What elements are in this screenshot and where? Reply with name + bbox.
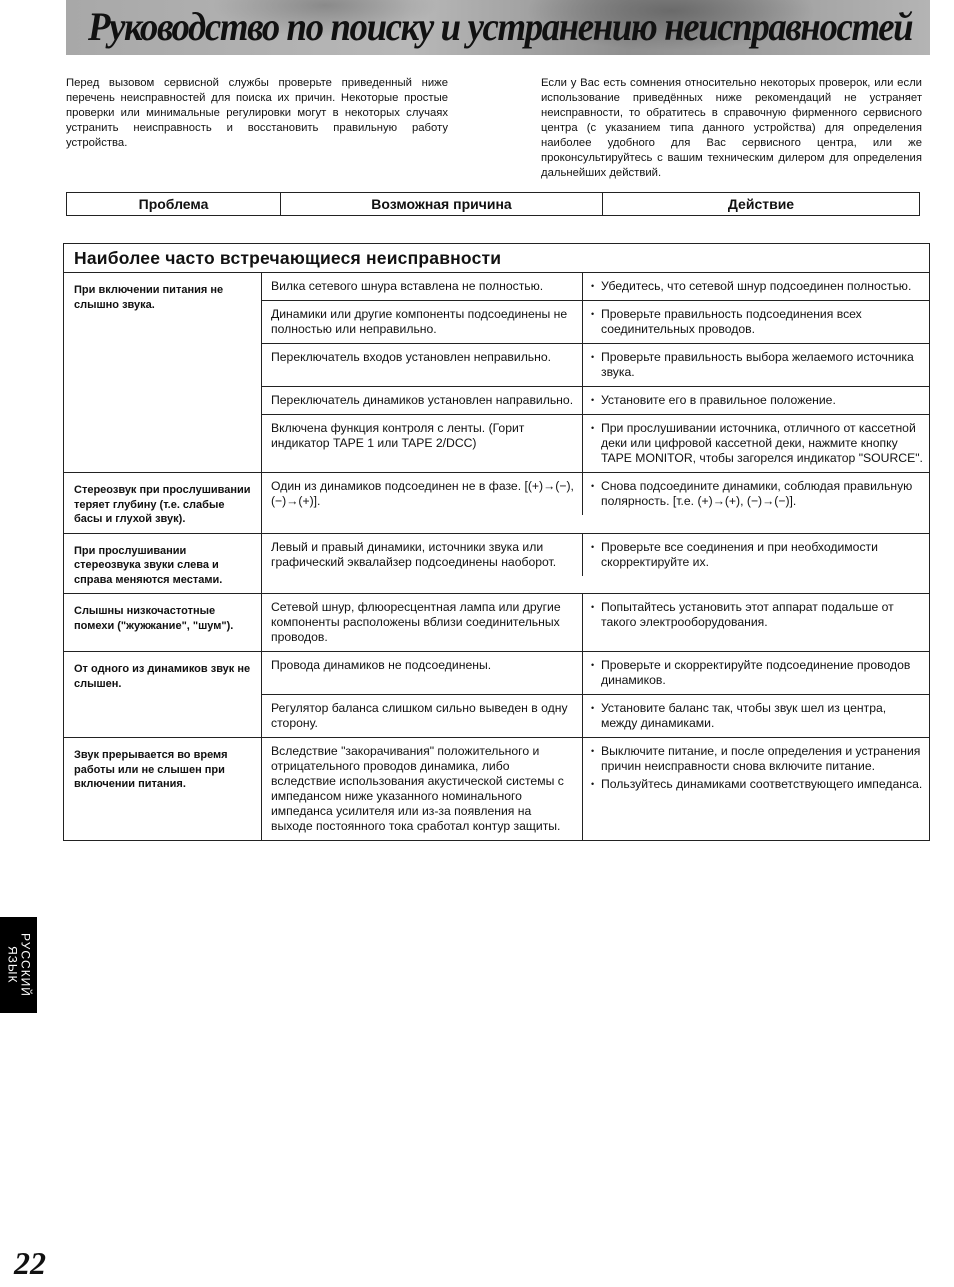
action-text: Установите его в правильное положение. bbox=[601, 393, 836, 407]
action-cell bbox=[583, 738, 929, 840]
table-row bbox=[262, 387, 929, 415]
table-row bbox=[262, 473, 929, 515]
intro-right-paragraph: Если у Вас есть сомнения относительно некоторых проверок, или если использование приведённых ниже рекомендаций не устраняет неисправности, то обратитесь в справочную фирменного сервисного центра (с указанием типа данного устройства) для определения наиболее удобного для Вас сервисного центра, или же проконсультируйтесь с вашим техническим дилером для определения дальнейших действий. bbox=[541, 77, 922, 179]
action-cell bbox=[583, 534, 929, 576]
action-item bbox=[591, 479, 923, 509]
action-cell bbox=[583, 415, 929, 472]
bullet-icon: • bbox=[591, 481, 595, 491]
cause-cell: Левый и правый динамики, источники звука или графический эквалайзер подсоединены наоборот. bbox=[262, 534, 583, 576]
action-text: Проверьте все соединения и при необходимости скорректируйте их. bbox=[601, 539, 878, 569]
cause-cell: Регулятор баланса слишком сильно выведен в одну сторону. bbox=[262, 695, 583, 737]
action-item bbox=[591, 701, 923, 731]
action-text: Снова подсоедините динамики, соблюдая правильную полярность. [т.е. (+)→(+), (−)→(−)]. bbox=[601, 479, 913, 508]
table-row bbox=[262, 344, 929, 387]
action-cell bbox=[583, 387, 929, 414]
bullet-icon: • bbox=[591, 660, 595, 670]
action-text: Пользуйтесь динамиками соответствующего импеданса. bbox=[601, 777, 923, 791]
cause-cell: Включена функция контроля с ленты. (Горит индикатор TAPE 1 или TAPE 2/DCC) bbox=[262, 415, 583, 472]
action-item bbox=[591, 777, 923, 792]
action-cell bbox=[583, 695, 929, 737]
bullet-icon: • bbox=[591, 352, 595, 362]
cause-action-rows bbox=[262, 738, 929, 840]
cause-cell: Один из динамиков подсоединен не в фазе. [(+)→(−), (−)→(+)]. bbox=[262, 473, 583, 515]
bullet-icon: • bbox=[591, 602, 595, 612]
bullet-icon: • bbox=[591, 746, 595, 756]
column-header-problem: Проблема bbox=[67, 193, 281, 215]
cause-action-rows bbox=[262, 534, 929, 594]
column-header-table bbox=[66, 192, 920, 216]
bullet-icon: • bbox=[591, 703, 595, 713]
page-title: Руководство по поиску и устранению неисправностей bbox=[88, 4, 913, 49]
cause-action-rows bbox=[262, 473, 929, 533]
problem-groups bbox=[64, 273, 929, 840]
problem-group bbox=[64, 534, 929, 595]
action-item bbox=[591, 307, 923, 337]
table-row bbox=[262, 738, 929, 840]
action-item bbox=[591, 744, 923, 774]
problem-group bbox=[64, 738, 929, 840]
action-item bbox=[591, 658, 923, 688]
problem-cell: Звук прерывается во время работы или не слышен при включении питания. bbox=[64, 738, 262, 840]
table-row bbox=[262, 695, 929, 737]
problem-group bbox=[64, 273, 929, 473]
action-item bbox=[591, 540, 923, 570]
problem-cell: От одного из динамиков звук не слышен. bbox=[64, 652, 262, 737]
table-row bbox=[262, 594, 929, 651]
action-text: При прослушивании источника, отличного от кассетной деки или цифровой кассетной деки, нажмите кнопку TAPE MONITOR, чтобы загорелся индикатор "SOURCE". bbox=[601, 421, 923, 465]
bullet-icon: • bbox=[591, 281, 595, 291]
table-row bbox=[262, 415, 929, 472]
action-text: Проверьте правильность подсоединения всех соединительных проводов. bbox=[601, 307, 862, 336]
action-item bbox=[591, 421, 923, 466]
action-item bbox=[591, 600, 923, 630]
page-number: 22 bbox=[14, 1245, 46, 1281]
problem-group bbox=[64, 652, 929, 738]
problem-cell: При прослушивании стереозвука звуки слева и справа меняются местами. bbox=[64, 534, 262, 594]
bullet-icon: • bbox=[591, 423, 595, 433]
action-text: Установите баланс так, чтобы звук шел из центра, между динамиками. bbox=[601, 701, 887, 730]
action-item bbox=[591, 393, 923, 408]
action-cell bbox=[583, 594, 929, 651]
bullet-icon: • bbox=[591, 779, 595, 789]
problem-group bbox=[64, 594, 929, 652]
problem-group bbox=[64, 473, 929, 534]
language-tab-label: РУССКИЙ ЯЗЫК bbox=[5, 933, 33, 997]
action-cell bbox=[583, 273, 929, 300]
bullet-icon: • bbox=[591, 541, 595, 552]
cause-cell: Вследствие "закорачивания" положительного и отрицательного проводов динамика, либо вследствие использования акустической системы с импедансом ниже указанного номинального импеданса усилителя или из-за появления на выходе постоянного тока сработал контур защиты. bbox=[262, 738, 583, 840]
bullet-icon: • bbox=[591, 309, 595, 319]
action-cell bbox=[583, 301, 929, 343]
cause-cell: Переключатель динамиков установлен направильно. bbox=[262, 387, 583, 414]
cause-action-rows bbox=[262, 652, 929, 737]
action-text: Проверьте и скорректируйте подсоединение проводов динамиков. bbox=[601, 658, 911, 687]
problem-cell: Стереозвук при прослушивании теряет глубину (т.е. слабые басы и глухой звук). bbox=[64, 473, 262, 533]
action-text: Проверьте правильность выбора желаемого источника звука. bbox=[601, 350, 914, 379]
action-text: Убедитесь, что сетевой шнур подсоединен полностью. bbox=[601, 279, 912, 293]
cause-cell: Провода динамиков не подсоединены. bbox=[262, 652, 583, 694]
bullet-icon: • bbox=[591, 395, 595, 405]
intro-left-paragraph: Перед вызовом сервисной службы проверьте приведенный ниже перечень неисправностей для поиска их причин. Некоторые простые проверки или минимальные регулировки могут в некоторых случаях устранить неисправность и восстановить правильную работу устройства. bbox=[66, 77, 448, 149]
language-tab bbox=[0, 917, 37, 1013]
cause-cell: Переключатель входов установлен неправильно. bbox=[262, 344, 583, 386]
table-row bbox=[262, 652, 929, 695]
cause-action-rows bbox=[262, 594, 929, 651]
problem-cell: Слышны низкочастотные помехи ("жужжание", "шум"). bbox=[64, 594, 262, 651]
page-banner bbox=[66, 0, 930, 55]
table-row bbox=[262, 273, 929, 301]
action-item bbox=[591, 350, 923, 380]
cause-cell: Динамики или другие компоненты подсоединены не полностью или неправильно. bbox=[262, 301, 583, 343]
section-title: Наиболее часто встречающиеся неисправности bbox=[64, 244, 929, 273]
column-header-cause: Возможная причина bbox=[281, 193, 603, 215]
action-text: Попытайтесь установить этот аппарат подальше от такого электрооборудования. bbox=[601, 600, 894, 629]
action-item bbox=[591, 279, 923, 294]
table-row bbox=[262, 301, 929, 344]
column-header-action: Действие bbox=[727, 196, 795, 212]
action-cell bbox=[583, 652, 929, 694]
action-text: Выключите питание, и после определения и устранения причин неисправности снова включите питание. bbox=[601, 744, 921, 773]
problem-cell: При включении питания не слышно звука. bbox=[64, 273, 262, 472]
cause-cell: Сетевой шнур, флюоресцентная лампа или другие компоненты расположены вблизи соединительных проводов. bbox=[262, 594, 583, 651]
cause-action-rows bbox=[262, 273, 929, 472]
action-cell bbox=[583, 344, 929, 386]
cause-cell: Вилка сетевого шнура вставлена не полностью. bbox=[262, 273, 583, 300]
troubleshooting-table bbox=[63, 243, 930, 841]
table-row bbox=[262, 534, 929, 576]
action-cell bbox=[583, 473, 929, 515]
